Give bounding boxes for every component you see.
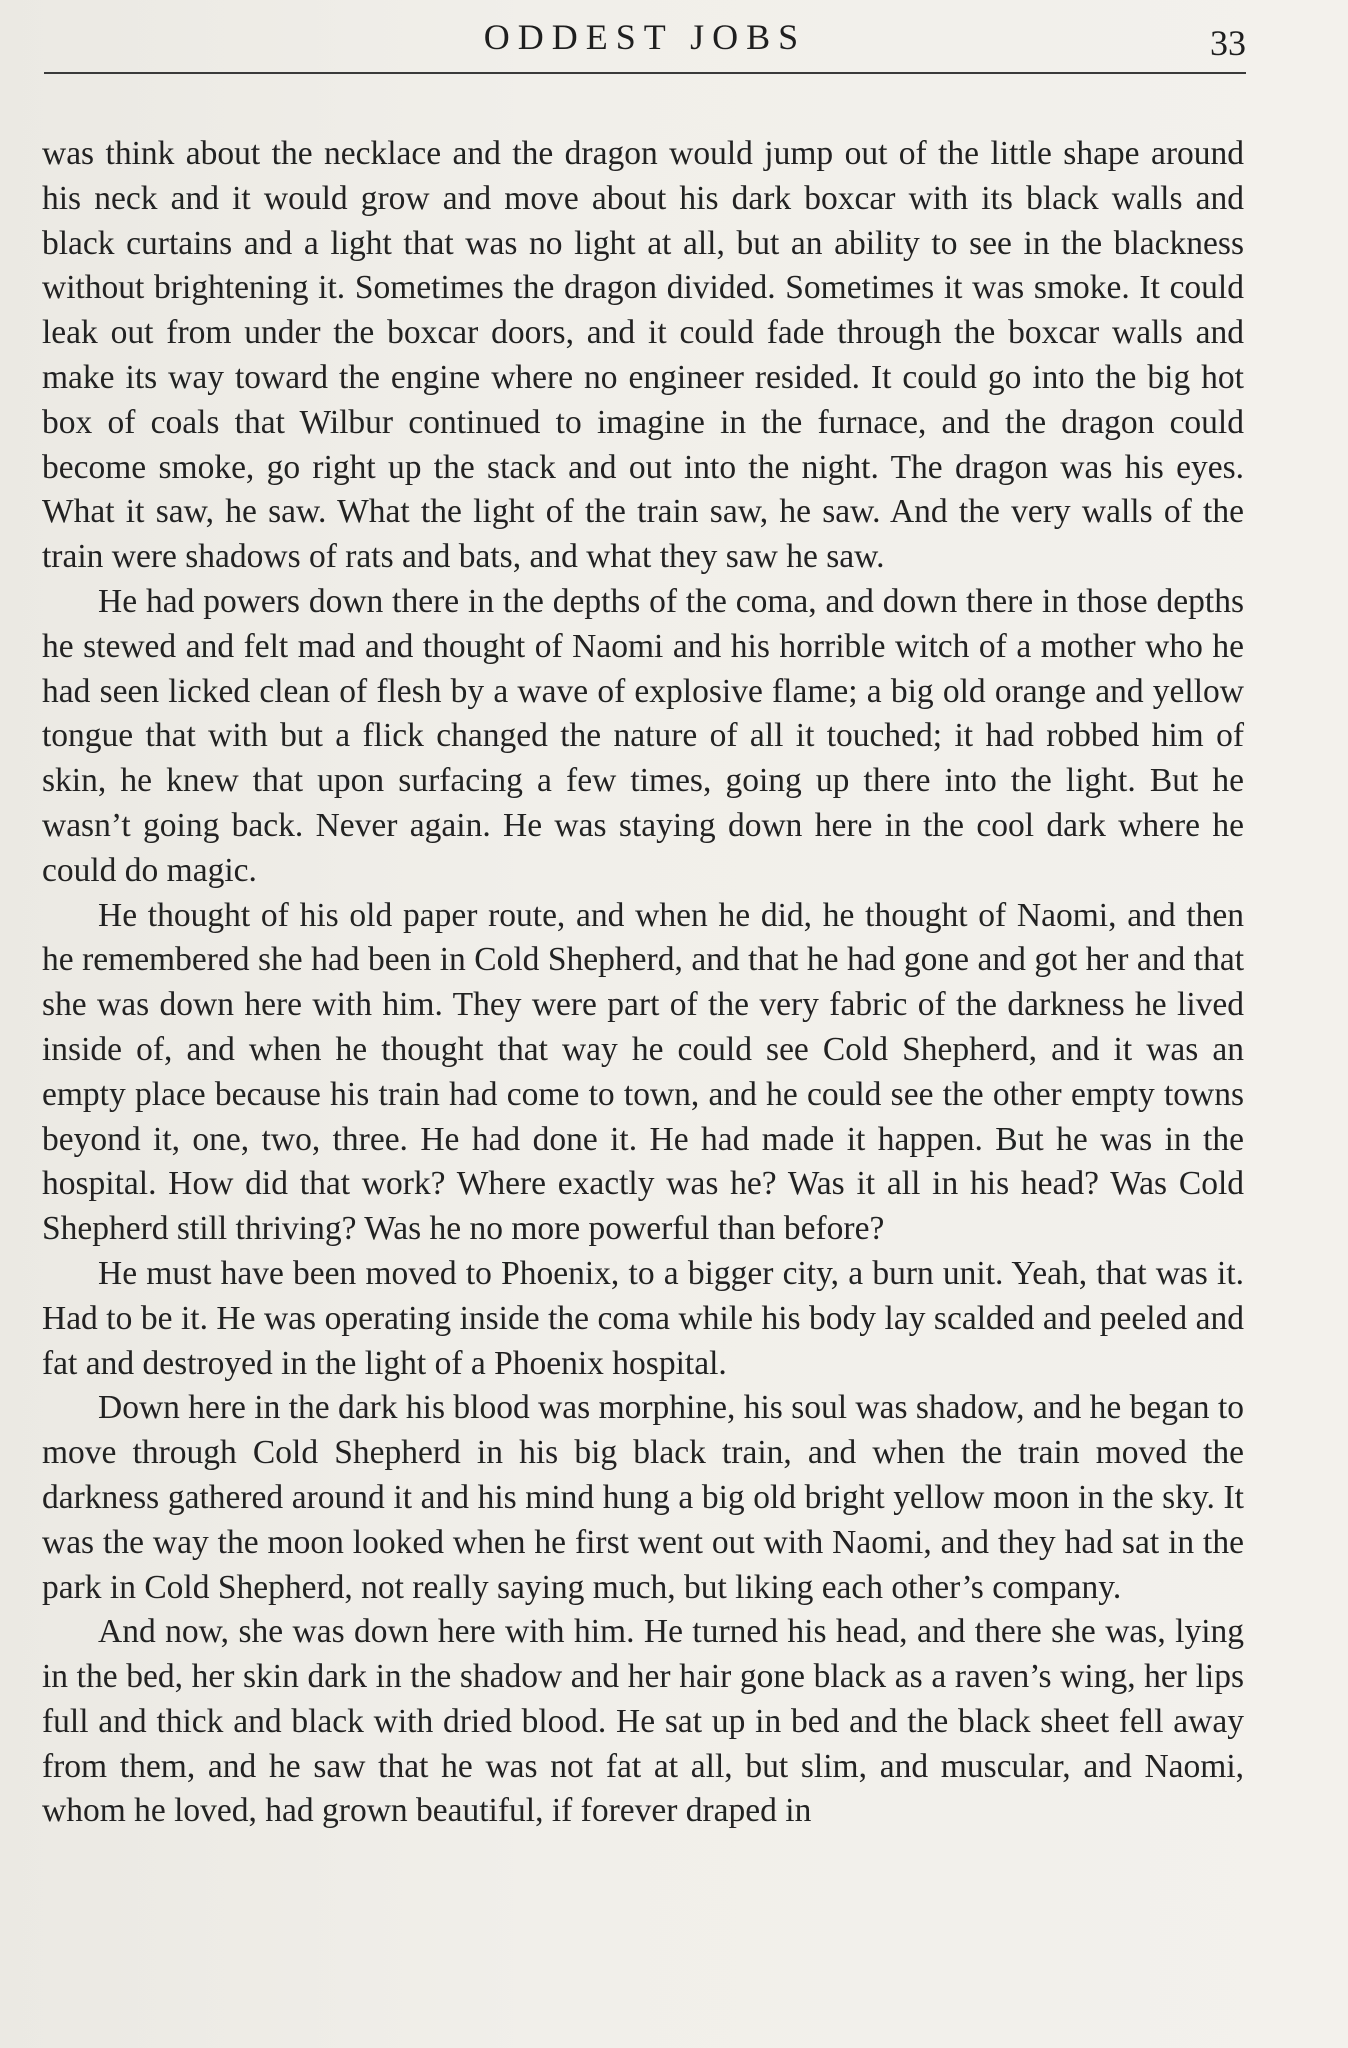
body-text	[42, 132, 1244, 1834]
paragraph-3: He thought of his old paper route, and when he did, he thought of Naomi, and then he remembered she had been in Cold Shepherd, and that he had gone and got her and that she was down here with him. They were part of the very fabric of the darkness he lived inside of, and when he thought that way he could see Cold Shepherd, and it was an empty place because his train had come to town, and he could see the other empty towns beyond it, one, two, three. He had done it. He had made it happen. But he was in the hospital. How did that work? Where exactly was he? Was it all in his head? Was Cold Shepherd still thriving? Was he no more powerful than before?	[42, 896, 1244, 1248]
paragraph-1: was think about the necklace and the dragon would jump out of the little shape around his neck and it would grow and move about his dark boxcar with its black walls and black curtains and a light that was no light at all, but an ability to see in the blackness without brightening it. Sometimes the dragon divided. Sometimes it was smoke. It could leak out from under the boxcar doors, and it could fade through the boxcar walls and make its way toward the engine where no engineer resided. It could go into the big hot box of coals that Wilbur continued to imagine in the furnace, and the dragon could become smoke, go right up the stack and out into the night. The dragon was his eyes. What it saw, he saw. What the light of the train saw, he saw. And the very walls of the train were shadows of rats and bats, and what they saw he saw.	[42, 135, 1244, 576]
paragraph-4: He must have been moved to Phoenix, to a bigger city, a burn unit. Yeah, that was it. Had to be it. He was operating inside the coma while his body lay scalded and peeled and fat and destroyed in the light of a Phoenix hospital.	[42, 1254, 1244, 1382]
paragraph-2: He had powers down there in the depths of the coma, and down there in those depths he stewed and felt mad and thought of Naomi and his horrible witch of a mother who he had seen licked clean of flesh by a wave of explosive flame; a big old orange and yellow tongue that with but a flick changed the nature of all it touched; it had robbed him of skin, he knew that upon surfacing a few times, going up there into the light. But he wasn’t going back. Never again. He was staying down here in the cool dark where he could do magic.	[42, 582, 1244, 889]
running-title: ODDEST JOBS	[483, 17, 807, 57]
paragraph-6: And now, she was down here with him. He turned his head, and there she was, lying in the bed, her skin dark in the shadow and her hair gone black as a raven’s wing, her lips full and thick and black with dried blood. He sat up in bed and the black sheet fell away from them, and he saw that he was not fat at all, but slim, and muscular, and Naomi, whom he loved, had grown beautiful, if forever draped in	[42, 1613, 1244, 1830]
running-header	[44, 6, 1246, 74]
page-number: 33	[1210, 23, 1246, 63]
paragraph-5: Down here in the dark his blood was morphine, his soul was shadow, and he began to move through Cold Shepherd in his big black train, and when the train moved the darkness gathered around it and his mind hung a big old bright yellow moon in the sky. It was the way the moon looked when he first went out with Naomi, and they had sat in the park in Cold Shepherd, not really saying much, but liking each other’s company.	[42, 1389, 1244, 1606]
